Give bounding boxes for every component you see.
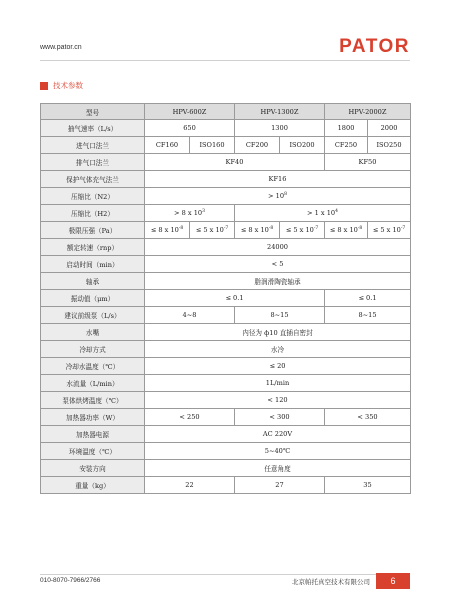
cell-exponent: 4: [335, 209, 338, 214]
table-row: [41, 290, 411, 307]
row-label: 振动值（μm）: [41, 290, 145, 307]
table-row: [41, 392, 411, 409]
cell-base: ≤ 8 x 10: [329, 226, 358, 234]
cell: ISO250: [368, 137, 411, 154]
row-label: 排气口法兰: [41, 154, 145, 171]
table-row: [41, 137, 411, 154]
row-label: 压缩比（H2）: [41, 205, 145, 222]
cell-exponent: 3: [202, 209, 205, 214]
cell: ≤ 0.1: [325, 290, 411, 307]
cell: < 300: [235, 409, 325, 426]
footer-company: 北京帕托真空技术有限公司: [292, 578, 370, 586]
cell: 任意角度: [145, 460, 411, 477]
cell: 1300: [235, 120, 325, 137]
table-row: [41, 341, 411, 358]
cell-base: ≤ 8 x 10: [150, 226, 179, 234]
cell: AC 220V: [145, 426, 411, 443]
cell: 35: [325, 477, 411, 494]
row-label: 启动时间（min）: [41, 256, 145, 273]
cell-exponent: -7: [223, 226, 229, 231]
model-hpv-2000z: HPV-2000Z: [325, 104, 411, 120]
cell: KF50: [325, 154, 411, 171]
model-hpv-1300z: HPV-1300Z: [235, 104, 325, 120]
cell: 内径为 ф10 直插自密封: [145, 324, 411, 341]
cell: ≤ 20: [145, 358, 411, 375]
cell: 8~15: [325, 307, 411, 324]
cell-exponent: -8: [357, 226, 363, 231]
cell-exponent: -8: [178, 226, 184, 231]
table-row: [41, 409, 411, 426]
cell: [145, 188, 411, 205]
cell: 8~15: [235, 307, 325, 324]
cell: [145, 222, 190, 239]
section-title: 技术参数: [53, 81, 83, 90]
cell: < 120: [145, 392, 411, 409]
cell: ISO160: [190, 137, 235, 154]
row-label: 水流量（L/min）: [41, 375, 145, 392]
table-row: [41, 120, 411, 137]
row-label: 加热器功率（W）: [41, 409, 145, 426]
row-label: 极限压强（Pa）: [41, 222, 145, 239]
section-marker-icon: [40, 82, 48, 90]
header-divider: [40, 60, 410, 61]
cell: 脂润滑陶瓷轴承: [145, 273, 411, 290]
table-row: [41, 307, 411, 324]
row-label: 额定转速（rnp）: [41, 239, 145, 256]
section-heading: [40, 80, 83, 91]
table-row: [41, 239, 411, 256]
cell: 24000: [145, 239, 411, 256]
cell: [235, 205, 411, 222]
cell: 1L/min: [145, 375, 411, 392]
table-row: [41, 205, 411, 222]
cell-exponent: -7: [313, 226, 319, 231]
table-row: [41, 171, 411, 188]
table-row: [41, 443, 411, 460]
cell: [325, 222, 368, 239]
cell: CF200: [235, 137, 280, 154]
table-row: [41, 273, 411, 290]
table-row: [41, 426, 411, 443]
row-label: 进气口法兰: [41, 137, 145, 154]
cell-base: > 1 x 10: [307, 209, 336, 217]
cell: CF250: [325, 137, 368, 154]
cell: [145, 205, 235, 222]
row-label: 抽气速率（L/s）: [41, 120, 145, 137]
table-row: [41, 375, 411, 392]
table-header-row: [41, 104, 411, 120]
footer-divider: [40, 574, 410, 575]
row-label: 加热器电源: [41, 426, 145, 443]
cell: KF40: [145, 154, 325, 171]
row-label: 压缩比（N2）: [41, 188, 145, 205]
table-row: [41, 460, 411, 477]
cell-base: > 10: [268, 192, 285, 200]
footer-phone: 010-8070-7966/2766: [40, 577, 101, 584]
brand-logo: PATOR: [339, 36, 410, 57]
cell-base: ≤ 5 x 10: [372, 226, 401, 234]
table-row: [41, 188, 411, 205]
cell-exponent: -8: [268, 226, 274, 231]
row-label: 安装方向: [41, 460, 145, 477]
header-label: 型号: [41, 104, 145, 120]
cell: 1800: [325, 120, 368, 137]
cell: < 5: [145, 256, 411, 273]
table-row: [41, 154, 411, 171]
spec-table: [40, 103, 411, 494]
cell: < 350: [325, 409, 411, 426]
page-number: 6: [376, 573, 410, 589]
row-label: 冷却水温度（℃）: [41, 358, 145, 375]
table-row: [41, 256, 411, 273]
cell: 27: [235, 477, 325, 494]
row-label: 轴承: [41, 273, 145, 290]
cell-exponent: -7: [400, 226, 406, 231]
cell: [190, 222, 235, 239]
table-row: [41, 222, 411, 239]
row-label: 冷却方式: [41, 341, 145, 358]
cell: < 250: [145, 409, 235, 426]
cell: CF160: [145, 137, 190, 154]
cell: 水冷: [145, 341, 411, 358]
row-label: 建议前级泵（L/s）: [41, 307, 145, 324]
cell-base: ≤ 8 x 10: [240, 226, 269, 234]
cell-base: ≤ 5 x 10: [195, 226, 224, 234]
table-row: [41, 477, 411, 494]
row-label: 保护气体充气法兰: [41, 171, 145, 188]
cell: [280, 222, 325, 239]
cell: [235, 222, 280, 239]
table-row: [41, 324, 411, 341]
website-url: www.pator.cn: [40, 44, 82, 51]
cell: [368, 222, 411, 239]
cell-base: ≤ 5 x 10: [285, 226, 314, 234]
cell: 5~40℃: [145, 443, 411, 460]
cell: KF16: [145, 171, 411, 188]
row-label: 环境温度（℃）: [41, 443, 145, 460]
cell: 22: [145, 477, 235, 494]
row-label: 泵体烘烤温度（℃）: [41, 392, 145, 409]
cell: ISO200: [280, 137, 325, 154]
cell: 2000: [368, 120, 411, 137]
cell-base: > 8 x 10: [174, 209, 203, 217]
cell-exponent: 8: [284, 192, 287, 197]
table-row: [41, 358, 411, 375]
model-hpv-600z: HPV-600Z: [145, 104, 235, 120]
cell: ≤ 0.1: [145, 290, 325, 307]
row-label: 水嘴: [41, 324, 145, 341]
cell: 4~8: [145, 307, 235, 324]
cell: 650: [145, 120, 235, 137]
row-label: 重量（kg）: [41, 477, 145, 494]
